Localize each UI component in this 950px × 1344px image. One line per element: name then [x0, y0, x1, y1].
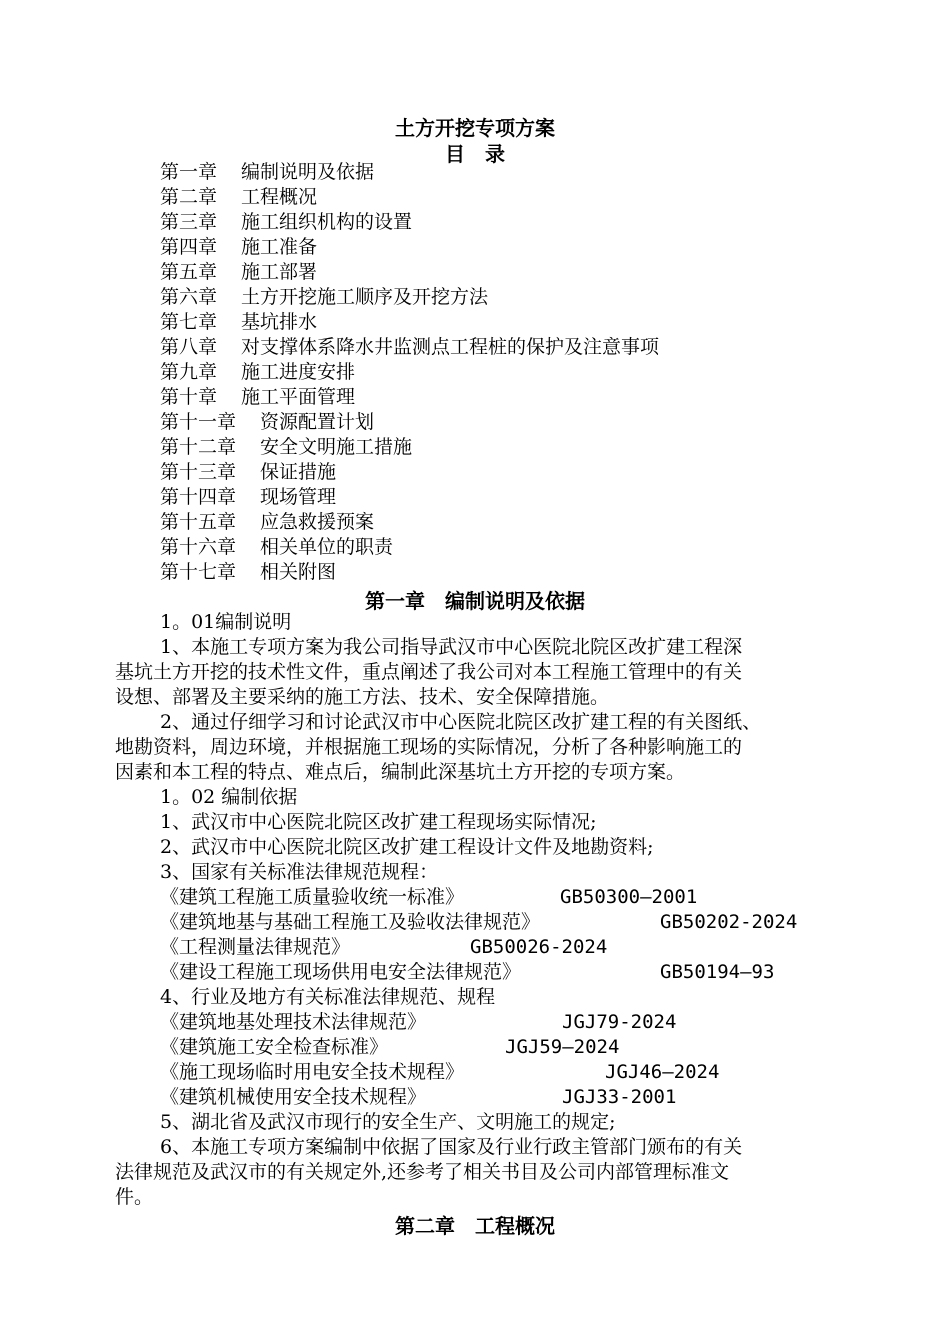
standard-code: JGJ59—2024 — [505, 1036, 620, 1058]
toc-item: 第七章 基坑排水 — [160, 311, 318, 333]
basis-item: 1、武汉市中心医院北院区改扩建工程现场实际情况; — [160, 811, 597, 833]
toc-item: 第二章 工程概况 — [160, 186, 318, 208]
chapter2-heading: 第二章 工程概况 — [395, 1214, 555, 1238]
standard-code: GB50026-2024 — [470, 936, 608, 958]
paragraph-6-line: 法律规范及武汉市的有关规定外,还参考了相关书目及公司内部管理标准文 — [115, 1161, 730, 1183]
toc-item: 第十四章 现场管理 — [160, 486, 337, 508]
standard-name: 《建筑机械使用安全技术规程》 — [160, 1086, 427, 1108]
standard-code: JGJ46—2024 — [605, 1061, 720, 1083]
toc-item: 第十章 施工平面管理 — [160, 386, 356, 408]
toc-item: 第十三章 保证措施 — [160, 461, 337, 483]
standard-code: GB50202-2024 — [660, 911, 798, 933]
paragraph-2-line: 2、通过仔细学习和讨论武汉市中心医院北院区改扩建工程的有关图纸、 — [160, 711, 762, 733]
toc-item: 第三章 施工组织机构的设置 — [160, 211, 413, 233]
standard-code: GB50300—2001 — [560, 886, 698, 908]
paragraph-6-line: 6、本施工专项方案编制中依据了国家及行业行政主管部门颁布的有关 — [160, 1136, 743, 1158]
standard-name: 《建筑地基处理技术法律规范》 — [160, 1011, 427, 1033]
basis-item: 5、湖北省及武汉市现行的安全生产、文明施工的规定; — [160, 1111, 616, 1133]
paragraph-1-line: 1、本施工专项方案为我公司指导武汉市中心医院北院区改扩建工程深 — [160, 636, 743, 658]
section-1-01-title: 1。01编制说明 — [160, 611, 292, 633]
paragraph-6-line: 件。 — [115, 1186, 154, 1208]
section-1-02-title: 1。02 编制依据 — [160, 786, 298, 808]
standard-code: GB50194—93 — [660, 961, 775, 983]
paragraph-1-line: 设想、部署及主要采纳的施工方法、技术、安全保障措施。 — [115, 686, 610, 708]
standard-name: 《建设工程施工现场供用电安全法律规范》 — [160, 961, 522, 983]
toc-item: 第十六章 相关单位的职责 — [160, 536, 394, 558]
toc-item: 第一章 编制说明及依据 — [160, 161, 375, 183]
basis-item: 3、国家有关标准法律规范规程： — [160, 861, 439, 883]
standard-name: 《工程测量法律规范》 — [160, 936, 351, 958]
toc-item: 第十五章 应急救援预案 — [160, 511, 375, 533]
document-title: 土方开挖专项方案 — [395, 116, 555, 140]
toc-item: 第八章 对支撑体系降水井监测点工程桩的保护及注意事项 — [160, 336, 660, 358]
basis-item: 4、行业及地方有关标准法律规范、规程 — [160, 986, 496, 1008]
standard-code: JGJ79-2024 — [562, 1011, 677, 1033]
standard-name: 《建筑地基与基础工程施工及验收法律规范》 — [160, 911, 541, 933]
paragraph-2-line: 因素和本工程的特点、难点后，编制此深基坑土方开挖的专项方案。 — [115, 761, 686, 783]
toc-item: 第六章 土方开挖施工顺序及开挖方法 — [160, 286, 489, 308]
toc-item: 第五章 施工部署 — [160, 261, 318, 283]
paragraph-1-line: 基坑土方开挖的技术性文件，重点阐述了我公司对本工程施工管理中的有关 — [115, 661, 743, 683]
standard-name: 《建筑施工安全检查标准》 — [160, 1036, 389, 1058]
standard-name: 《建筑工程施工质量验收统一标准》 — [160, 886, 465, 908]
standard-code: JGJ33-2001 — [562, 1086, 677, 1108]
paragraph-2-line: 地勘资料，周边环境，并根据施工现场的实际情况，分析了各种影响施工的 — [115, 736, 743, 758]
toc-item: 第四章 施工准备 — [160, 236, 318, 258]
chapter1-heading: 第一章 编制说明及依据 — [365, 589, 585, 613]
toc-item: 第十二章 安全文明施工措施 — [160, 436, 413, 458]
toc-item: 第九章 施工进度安排 — [160, 361, 356, 383]
basis-item: 2、武汉市中心医院北院区改扩建工程设计文件及地勘资料; — [160, 836, 654, 858]
toc-heading: 目 录 — [445, 142, 505, 166]
toc-item: 第十一章 资源配置计划 — [160, 411, 375, 433]
standard-name: 《施工现场临时用电安全技术规程》 — [160, 1061, 465, 1083]
toc-item: 第十七章 相关附图 — [160, 561, 337, 583]
